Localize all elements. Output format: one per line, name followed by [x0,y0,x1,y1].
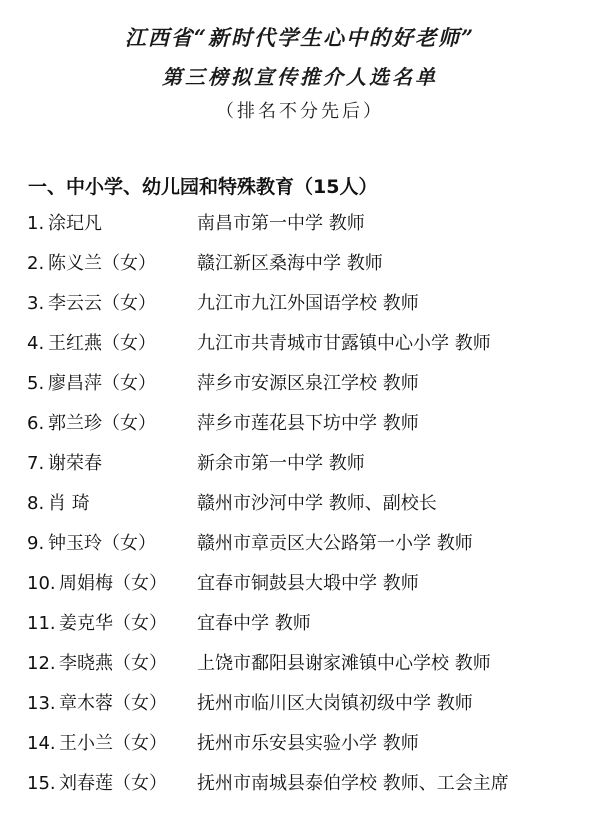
entry-name: 刘春莲（女） [59,773,167,794]
entry-detail: 宜春市铜鼓县大塅中学 教师 [197,573,419,594]
entry-name: 李云云（女） [48,293,156,314]
entry-name: 钟玉玲（女） [48,533,156,554]
list-item [0,484,600,524]
list-item [0,244,600,284]
entry-number: 12. [27,653,56,674]
entry-number: 11. [27,613,56,634]
list-item [0,724,600,764]
list-item [0,684,600,724]
entry-number: 8. [27,493,45,514]
entry-number: 13. [27,693,56,714]
entry-name: 谢荣春 [48,453,102,474]
entry-name: 李晓燕（女） [59,653,167,674]
entry-name: 章木蓉（女） [59,693,167,714]
list-item [0,404,600,444]
entry-number: 6. [27,413,45,434]
entry-name: 王红燕（女） [48,333,156,354]
entry-detail: 九江市共青城市甘露镇中心小学 教师 [197,333,491,354]
entry-detail: 抚州市南城县泰伯学校 教师、工会主席 [197,773,509,794]
nominee-list [0,204,600,804]
entry-name: 廖昌萍（女） [48,373,156,394]
entry-number: 5. [27,373,45,394]
entry-number: 4. [27,333,45,354]
entry-detail: 抚州市乐安县实验小学 教师 [197,733,419,754]
list-item [0,644,600,684]
entry-detail: 赣江新区桑海中学 教师 [197,253,383,274]
document-subtitle: 第三榜拟宣传推介人选名单 [162,65,438,89]
list-item [0,324,600,364]
entry-detail: 新余市第一中学 教师 [197,453,365,474]
list-item [0,764,600,804]
section-heading: 一、中小学、幼儿园和特殊教育（15人） [28,176,378,198]
list-item [0,524,600,564]
entry-name: 周娟梅（女） [59,573,167,594]
entry-detail: 南昌市第一中学 教师 [197,213,365,234]
entry-number: 14. [27,733,56,754]
entry-detail: 萍乡市莲花县下坊中学 教师 [197,413,419,434]
entry-name: 肖 琦 [48,493,90,514]
list-item [0,444,600,484]
list-item [0,284,600,324]
entry-number: 10. [27,573,56,594]
entry-name: 姜克华（女） [59,613,167,634]
entry-name: 陈义兰（女） [48,253,156,274]
list-item [0,204,600,244]
document-title: 江西省“新时代学生心中的好老师” [124,25,476,50]
entry-number: 7. [27,453,45,474]
entry-detail: 赣州市沙河中学 教师、副校长 [197,493,437,514]
list-item [0,604,600,644]
entry-number: 9. [27,533,45,554]
entry-detail: 宜春中学 教师 [197,613,311,634]
entry-number: 3. [27,293,45,314]
entry-name: 王小兰（女） [59,733,167,754]
entry-detail: 九江市九江外国语学校 教师 [197,293,419,314]
entry-detail: 上饶市鄱阳县谢家滩镇中心学校 教师 [197,653,491,674]
list-item [0,564,600,604]
entry-detail: 赣州市章贡区大公路第一小学 教师 [197,533,473,554]
entry-number: 1. [27,213,45,234]
entry-name: 涂玘凡 [48,213,102,234]
entry-number: 2. [27,253,45,274]
entry-detail: 抚州市临川区大岗镇初级中学 教师 [197,693,473,714]
entry-name: 郭兰珍（女） [48,413,156,434]
list-item [0,364,600,404]
entry-detail: 萍乡市安源区泉江学校 教师 [197,373,419,394]
entry-number: 15. [27,773,56,794]
ranking-note: （排名不分先后） [216,101,384,122]
